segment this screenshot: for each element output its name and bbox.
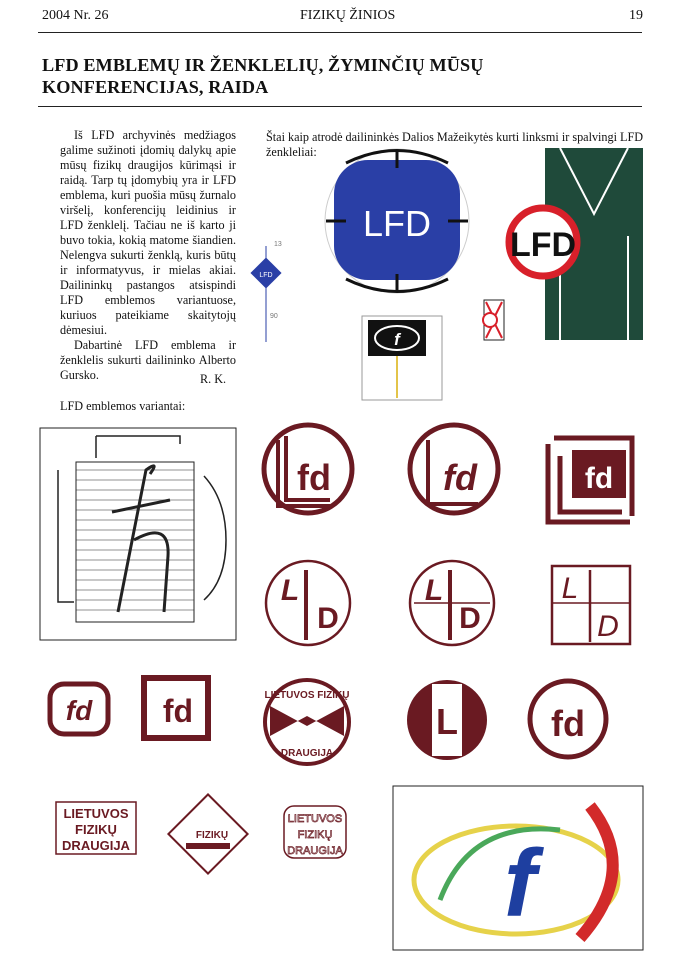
green-badge-label: LFD xyxy=(509,226,577,264)
variant-6-d: D xyxy=(597,610,619,643)
variant-block-fd xyxy=(144,678,208,738)
variant-6-l: L xyxy=(561,572,579,605)
variant-4-d: D xyxy=(317,602,339,635)
sketch-note-1: 13 xyxy=(274,241,282,248)
final-emblem-letter: f xyxy=(504,830,536,937)
variant-9-bottom: DRAUGIJA xyxy=(280,748,334,759)
blue-badge-label: LFD xyxy=(362,203,432,244)
issue-number: 2004 Nr. 26 xyxy=(42,8,109,23)
variant-10-label: L xyxy=(436,701,458,742)
variant-final-emblem xyxy=(393,786,643,950)
badges-caption: Štai kaip atrodė dailininkės Dalios Mažeikytės kurti linksmi ir spalvingi LFD ženkleliai: xyxy=(266,130,644,159)
variant-circle-lf xyxy=(407,680,487,760)
article-title: LFD EMBLEMŲ IR ŽENKLELIŲ, ŽYMINČIŲ MŪSŲ KONFERENCIJAS, RAIDA xyxy=(42,55,484,97)
variant-13-label: FIZIKŲ xyxy=(195,830,229,841)
signature: R. K. xyxy=(200,372,227,386)
pin-label: LFD xyxy=(259,272,273,279)
variant-rounded-fd xyxy=(50,684,108,734)
variant-5-l: L xyxy=(424,574,444,607)
variant-outline-text xyxy=(284,806,346,858)
variants-caption: LFD emblemos variantai: xyxy=(60,399,186,413)
variant-14-line3: DRAUGIJA xyxy=(287,845,343,857)
variant-square-fd xyxy=(548,438,632,522)
variant-11-label: fd xyxy=(551,703,585,744)
variant-14-line2: FIZIKŲ xyxy=(297,829,333,841)
variant-circle-text xyxy=(265,680,350,764)
paragraph-1: Iš LFD archyvinės medžiagos galime sužinoti įdomių dalykų apie mūsų fizikų draugijos kūrimąsi ir raidą. Tarp tų įdomybių yra ir LFD emblema, kuri puošia mūsų žurnalo viršelį, konferencijų leidinius ir LFD ženklelį. Tačiau ne iš karto ji buvo tokia, kokią matome šiandien. Nelengva sukurti ženklą, kuris būtų ir informatyvus, ir mielas akiai. Dailininkų pastangos atsispindi LFD emblemos variantuose, kuriuos pateikiame skaitytojų dėmesiui. xyxy=(60,128,236,337)
variant-circle-lfd-1 xyxy=(266,561,350,645)
variant-1-label: fd xyxy=(297,457,331,498)
variant-9-top: LIETUVOS FIZIKŲ xyxy=(264,690,350,701)
variant-circle-lfc xyxy=(530,681,606,757)
variant-3-label: fd xyxy=(584,462,614,495)
variant-5-d: D xyxy=(459,602,481,635)
variant-14-line1: LIETUVOS xyxy=(287,813,343,825)
journal-name: FIZIKŲ ŽINIOS xyxy=(300,8,396,23)
variant-diamond xyxy=(168,794,247,873)
variant-8-label: fd xyxy=(162,693,194,729)
variant-square-lfd xyxy=(552,566,630,644)
variant-sketch xyxy=(40,428,236,640)
variant-12-line1: LIETUVOS xyxy=(63,806,129,821)
lapel-badge-label: f xyxy=(394,330,400,349)
sketch-note-2: 90 xyxy=(270,313,278,320)
variant-4-l: L xyxy=(280,574,300,607)
variant-circle-lfd-2 xyxy=(410,561,494,645)
variant-12-line2: FIZIKŲ xyxy=(75,822,117,837)
variant-12-line3: DRAUGIJA xyxy=(62,838,130,853)
paragraph-2: Dabartinė LFD emblema ir ženklelis sukurti dailininko Alberto Gursko. xyxy=(60,338,236,382)
page-number: 19 xyxy=(629,8,643,23)
variant-text-box xyxy=(56,802,136,854)
variant-circle-fd-2 xyxy=(410,425,498,513)
variant-2-label: fd xyxy=(443,457,477,498)
variant-circle-fd-1 xyxy=(264,425,352,513)
variant-7-label: fd xyxy=(65,695,93,726)
